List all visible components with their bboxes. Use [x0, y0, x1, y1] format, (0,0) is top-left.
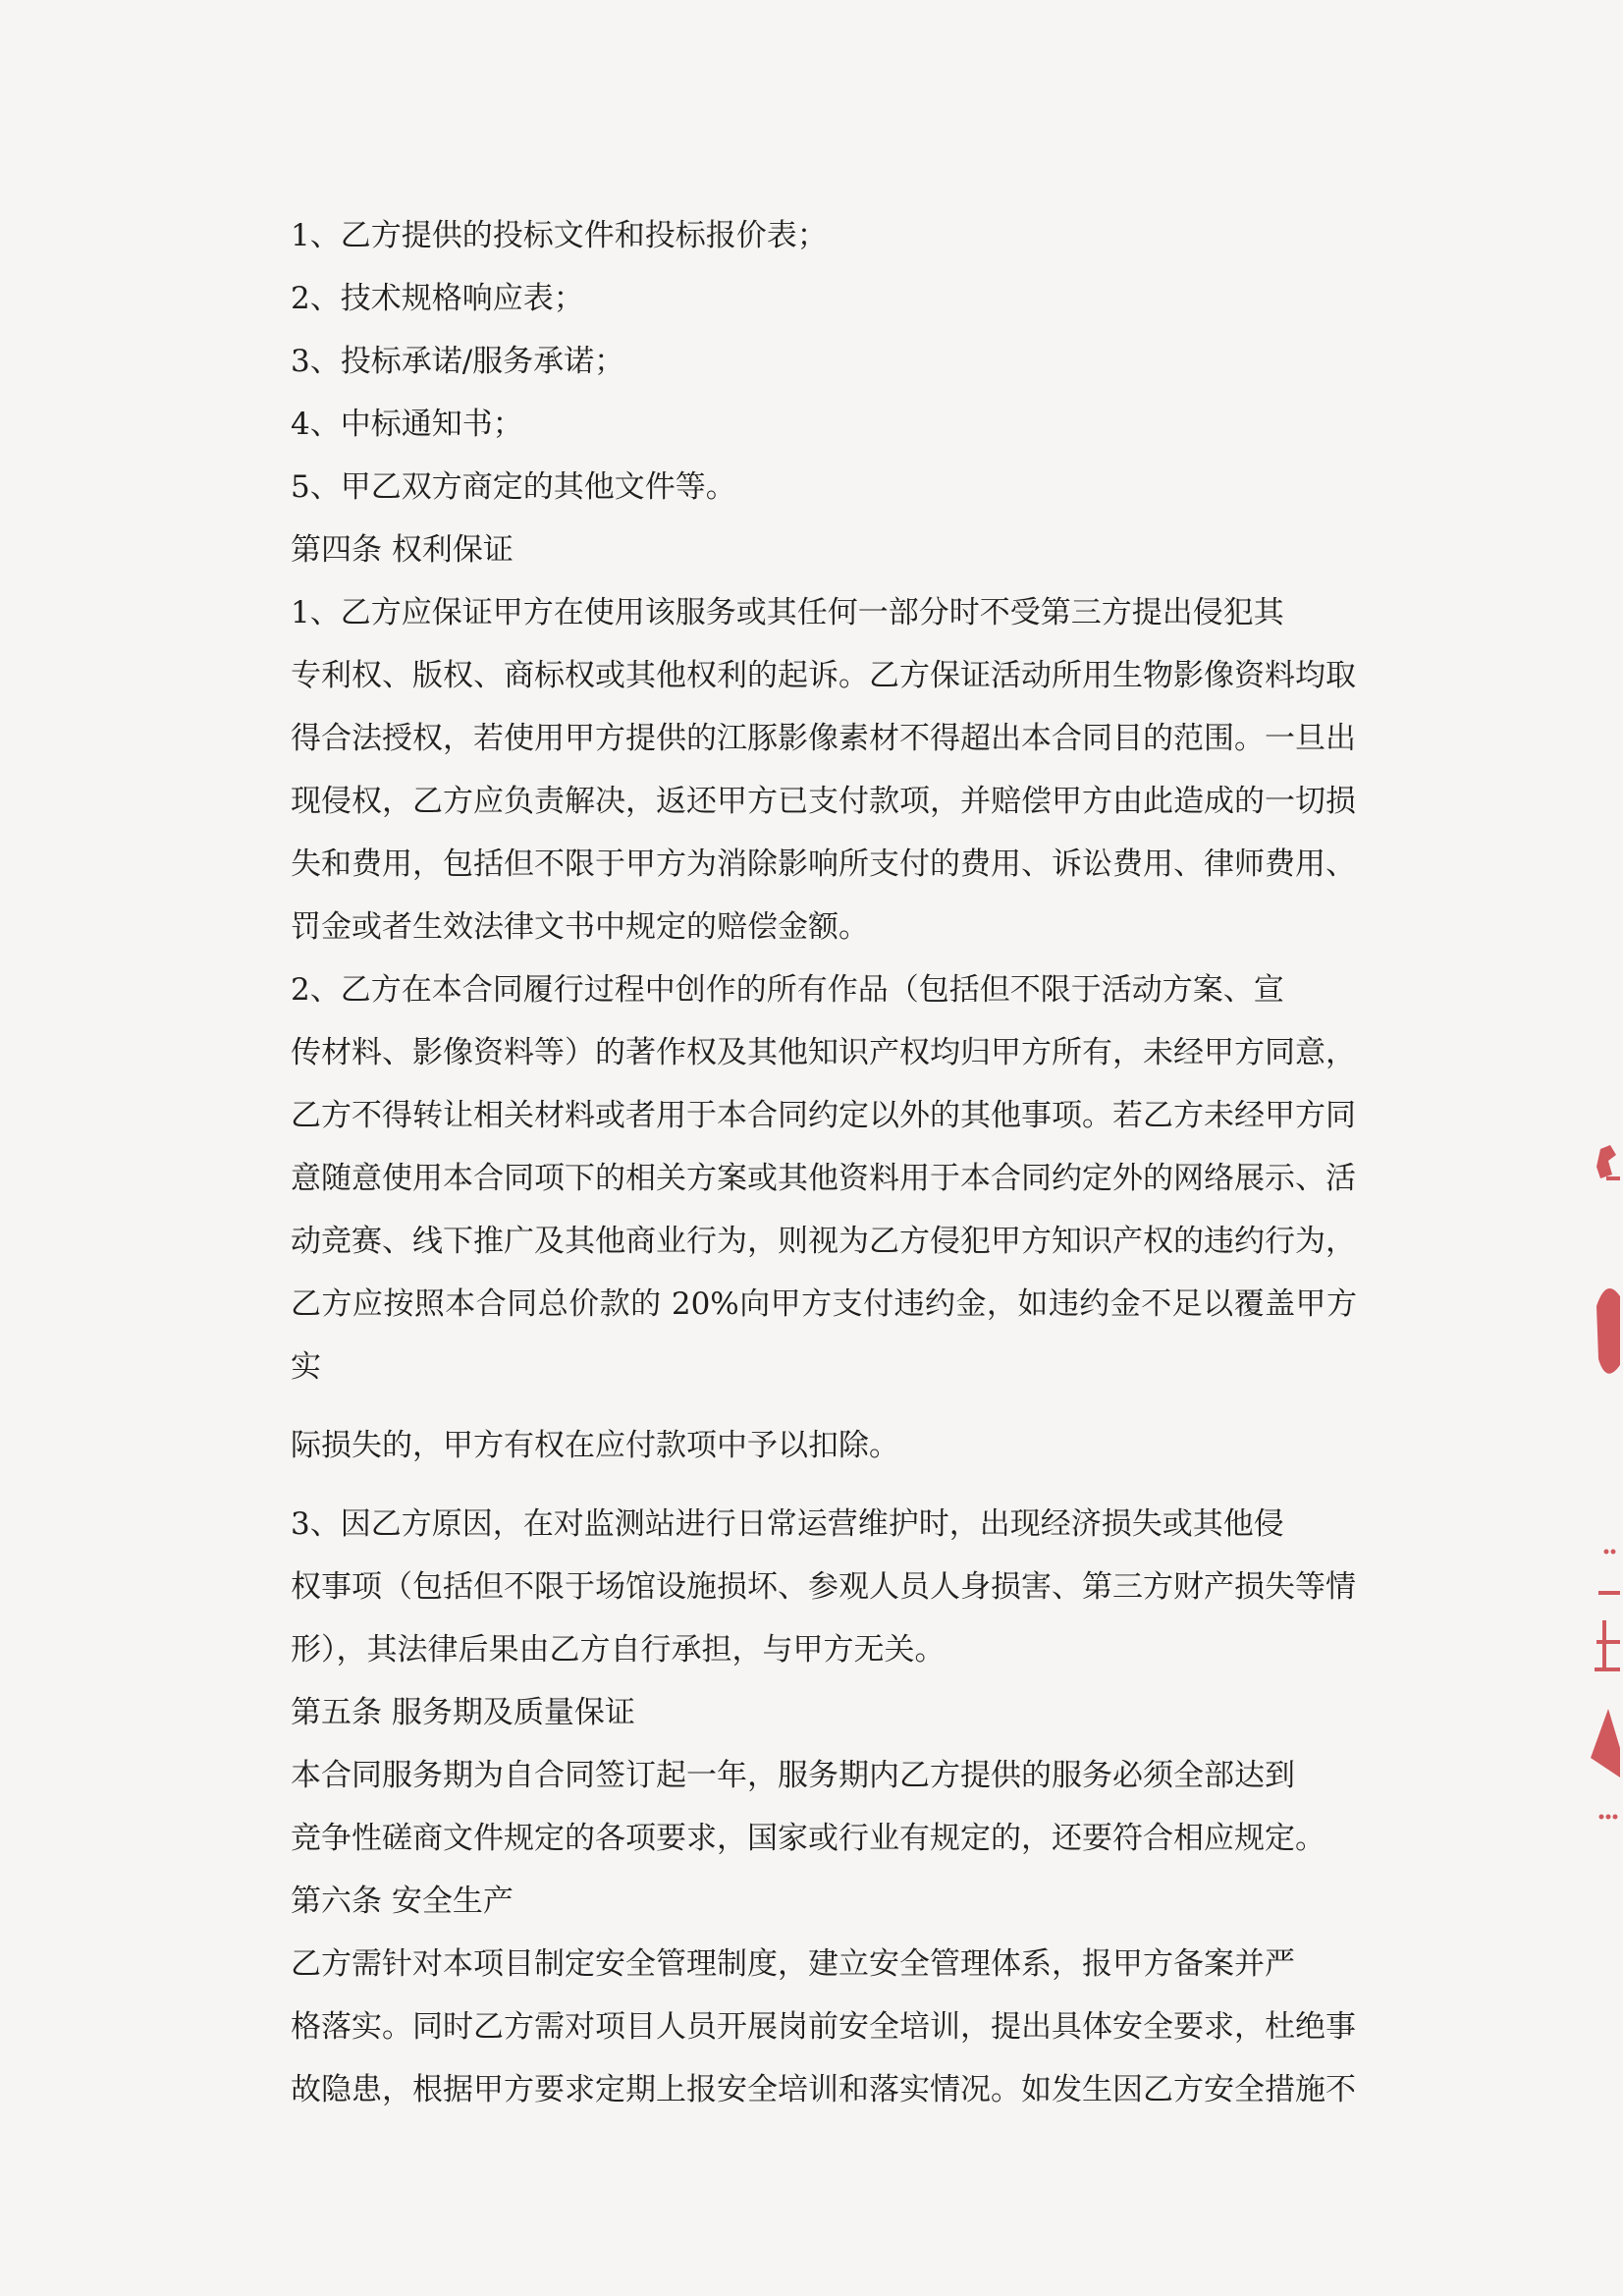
- text-line: 动竞赛、线下推广及其他商业行为，则视为乙方侵犯甲方知识产权的违约行为，: [291, 1224, 1356, 1259]
- article-4-paragraph-2: [291, 958, 1357, 1477]
- article-5-paragraph-1: [291, 1744, 1357, 1870]
- list-item: 5、甲乙双方商定的其他文件等。: [291, 469, 736, 505]
- article-6-paragraph-1: [291, 1933, 1357, 2121]
- article-4-paragraph-1: [291, 581, 1357, 958]
- text-line: 乙方不得转让相关材料或者用于本合同约定以外的其他事项。若乙方未经甲方同: [291, 1098, 1356, 1133]
- text-line: 失和费用，包括但不限于甲方为消除影响所支付的费用、诉讼费用、律师费用、: [291, 847, 1356, 882]
- list-item: 3、投标承诺/服务承诺；: [291, 344, 625, 379]
- text-line: 乙方应按照本合同总价款的 20%向甲方支付违约金，如违约金不足以覆盖甲方实: [291, 1286, 1357, 1385]
- text-line: 格落实。同时乙方需对项目人员开展岗前安全培训，提出具体安全要求，杜绝事: [291, 2009, 1356, 2045]
- contract-body: [291, 204, 1357, 2121]
- article-6-heading: 第六条 安全生产: [291, 1884, 514, 1919]
- text-line: 形），其法律后果由乙方自行承担，与甲方无关。: [291, 1632, 946, 1667]
- text-line: 1、乙方应保证甲方在使用该服务或其任何一部分时不受第三方提出侵犯其: [291, 595, 1284, 630]
- text-line: 现侵权，乙方应负责解决，返还甲方已支付款项，并赔偿甲方由此造成的一切损: [291, 784, 1356, 819]
- cross-page-seal: [1567, 1129, 1623, 1836]
- text-line: 权事项（包括但不限于场馆设施损坏、参观人员人身损害、第三方财产损失等情: [291, 1569, 1356, 1605]
- text-line: 乙方需针对本项目制定安全管理制度，建立安全管理体系，报甲方备案并严: [291, 1946, 1295, 1982]
- text-line: 得合法授权，若使用甲方提供的江豚影像素材不得超出本合同目的范围。一旦出: [291, 721, 1356, 756]
- list-item: 2、技术规格响应表；: [291, 281, 584, 316]
- text-line: 际损失的，甲方有权在应付款项中予以扣除。: [291, 1428, 899, 1463]
- text-line: 本合同服务期为自合同签订起一年，服务期内乙方提供的服务必须全部达到: [291, 1758, 1295, 1793]
- text-line: 传材料、影像资料等）的著作权及其他知识产权均归甲方所有，未经甲方同意，: [291, 1035, 1356, 1070]
- seal-icon: [1567, 1129, 1623, 1836]
- text-line: 意随意使用本合同项下的相关方案或其他资料用于本合同约定外的网络展示、活: [291, 1161, 1356, 1196]
- list-item: 4、中标通知书；: [291, 407, 523, 442]
- article-5-heading: 第五条 服务期及质量保证: [291, 1695, 635, 1730]
- article-4-paragraph-3: [291, 1493, 1357, 1681]
- article-4-heading: 第四条 权利保证: [291, 532, 514, 568]
- text-line: 2、乙方在本合同履行过程中创作的所有作品（包括但不限于活动方案、宣: [291, 972, 1284, 1008]
- text-line: 故隐患，根据甲方要求定期上报安全培训和落实情况。如发生因乙方安全措施不: [291, 2072, 1356, 2107]
- text-line: 竞争性磋商文件规定的各项要求，国家或行业有规定的，还要符合相应规定。: [291, 1821, 1325, 1856]
- text-line: 3、因乙方原因，在对监测站进行日常运营维护时，出现经济损失或其他侵: [291, 1506, 1284, 1542]
- list-item: 1、乙方提供的投标文件和投标报价表；: [291, 218, 828, 253]
- text-line: 罚金或者生效法律文书中规定的赔偿金额。: [291, 909, 869, 945]
- text-line: 专利权、版权、商标权或其他权利的起诉。乙方保证活动所用生物影像资料均取: [291, 658, 1356, 693]
